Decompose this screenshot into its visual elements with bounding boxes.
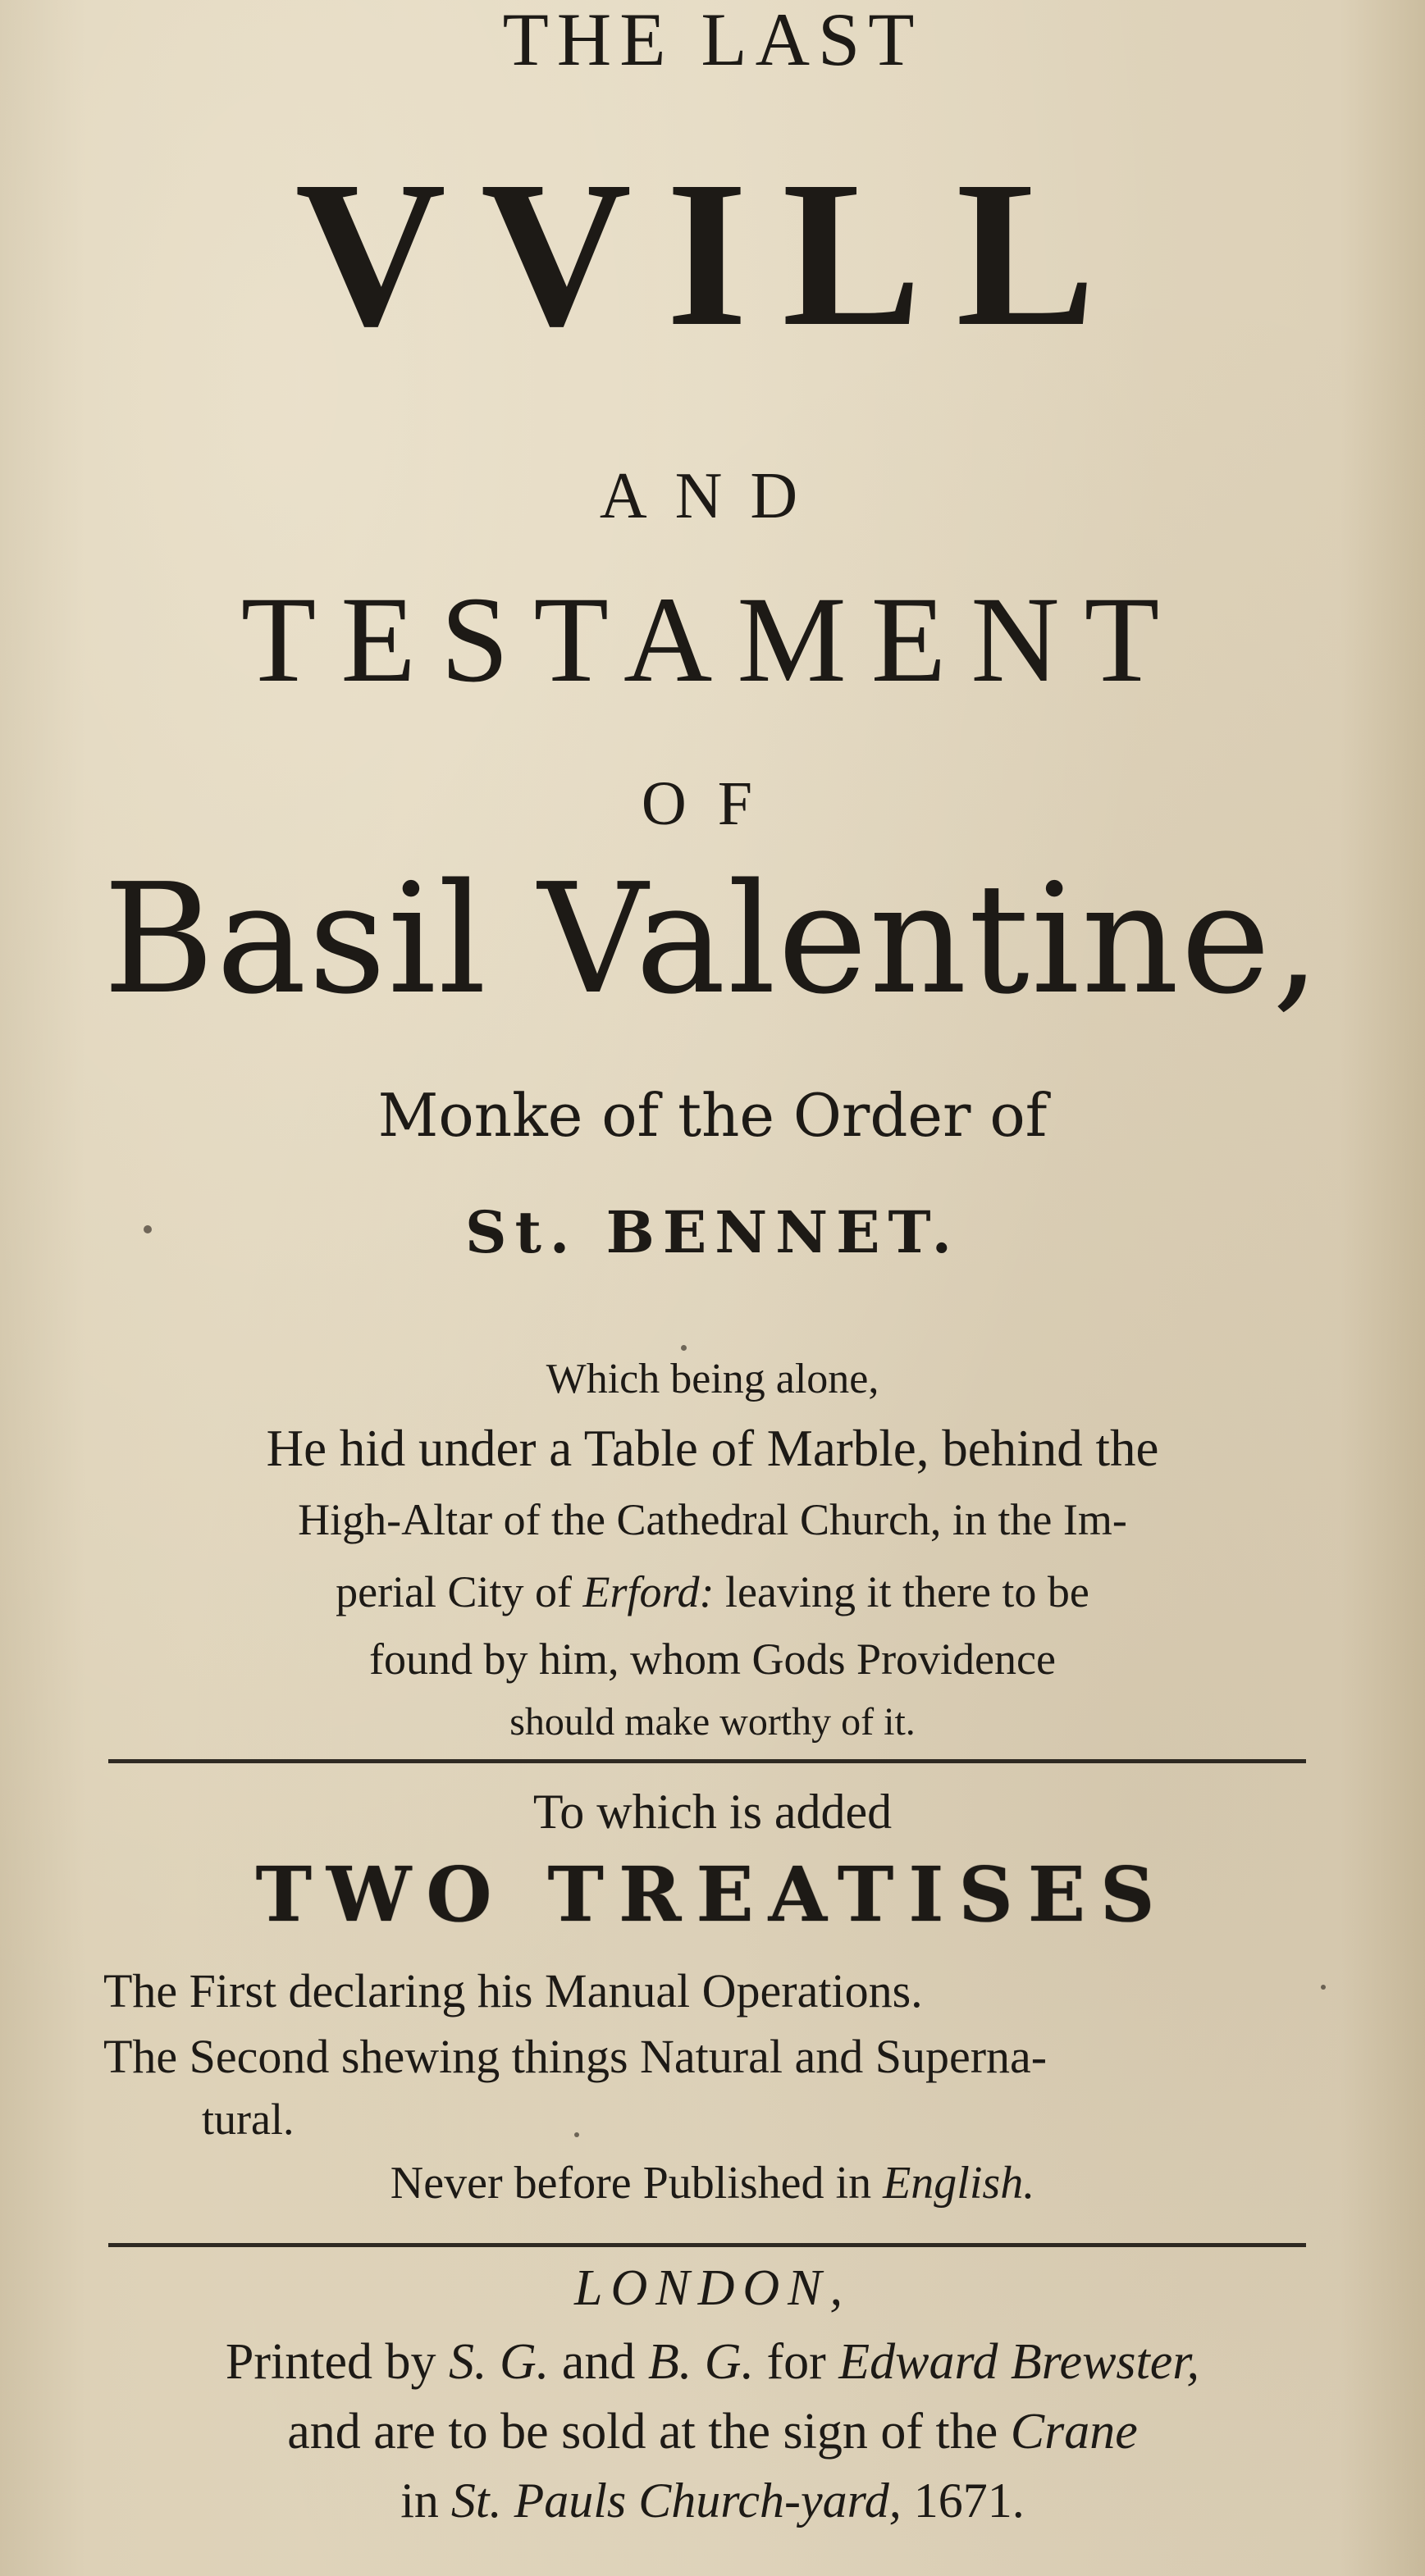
imprint-place-line: in St. Pauls Church-yard, 1671. bbox=[400, 2473, 1025, 2528]
of-heading: OF bbox=[641, 769, 784, 838]
addition-intro: To which is added bbox=[532, 1785, 893, 1839]
and-heading: AND bbox=[599, 460, 826, 532]
decorative-dot bbox=[681, 1345, 687, 1351]
paragraph-line-6: should make worthy of it. bbox=[509, 1700, 916, 1744]
order-line: St. BENNET. bbox=[465, 1198, 960, 1266]
decorative-dot bbox=[1321, 1985, 1326, 1990]
decorative-dot bbox=[574, 2132, 579, 2137]
top-rule bbox=[108, 1759, 1306, 1763]
imprint-sold-line: and are to be sold at the sign of the Crane bbox=[287, 2404, 1138, 2460]
imprint-printer-line: Printed by S. G. and B. G. for Edward Brewster, bbox=[225, 2334, 1200, 2390]
paragraph-line-1: Which being alone, bbox=[546, 1356, 879, 1402]
paragraph-line-5: found by him, whom Gods Providence bbox=[369, 1635, 1056, 1684]
paragraph-line-4: perial City of Erford: leaving it there to be bbox=[336, 1567, 1089, 1616]
decorative-dot bbox=[144, 1225, 152, 1233]
english-text: English. bbox=[883, 2158, 1035, 2209]
paragraph-line-2: He hid under a Table of Marble, behind the bbox=[266, 1420, 1159, 1477]
second-treatise-continuation: tural. bbox=[202, 2095, 295, 2144]
printer-name: Edward Brewster, bbox=[838, 2334, 1200, 2390]
erford-text: Erford: bbox=[582, 1567, 715, 1616]
vvill-heading: VVILL bbox=[295, 139, 1130, 370]
first-treatise-line: The First declaring his Manual Operations. bbox=[103, 1964, 923, 2017]
paragraph-line-3: High-Altar of the Cathedral Church, in the Im- bbox=[298, 1495, 1127, 1544]
the-last-heading: THE LAST bbox=[502, 0, 923, 81]
monk-line: Monke of the Order of bbox=[377, 1081, 1048, 1150]
imprint-city: LONDON, bbox=[573, 2260, 851, 2316]
two-treatises-heading: TWO TREATISES bbox=[255, 1850, 1170, 1939]
second-treatise-line: The Second shewing things Natural and Superna- bbox=[103, 2030, 1048, 2083]
bottom-rule bbox=[108, 2243, 1306, 2247]
testament-heading: TESTAMENT bbox=[240, 572, 1185, 708]
author-name: Basil Valentine, bbox=[103, 850, 1322, 1028]
never-published-line: Never before Published in English. bbox=[390, 2158, 1035, 2209]
